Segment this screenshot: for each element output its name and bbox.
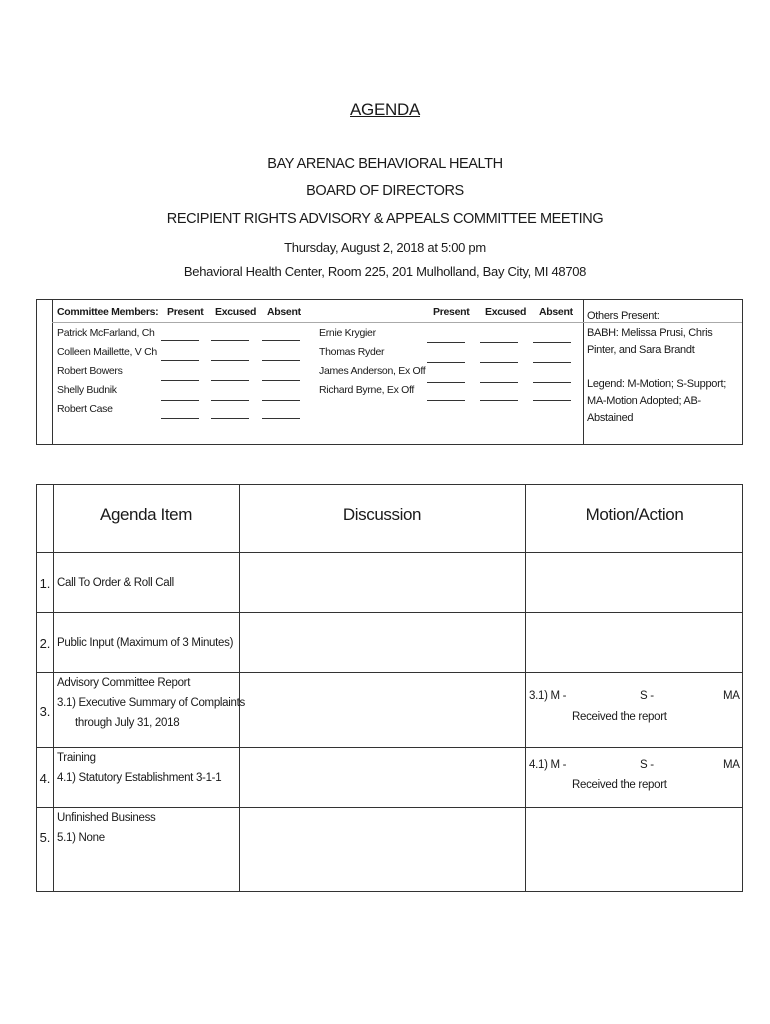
committee-members-box bbox=[36, 299, 743, 445]
row-divider bbox=[37, 612, 742, 613]
attendance-blank[interactable] bbox=[211, 400, 249, 401]
attendance-blank[interactable] bbox=[211, 340, 249, 341]
support-label: S - bbox=[640, 690, 654, 702]
attendance-blank[interactable] bbox=[161, 340, 199, 341]
row-number: 1. bbox=[39, 576, 51, 591]
member-name: Richard Byrne, Ex Off bbox=[319, 384, 415, 396]
absent-header: Absent bbox=[539, 306, 573, 318]
column-divider bbox=[239, 485, 240, 891]
agenda-item-header: Agenda Item bbox=[100, 505, 192, 524]
attendance-blank[interactable] bbox=[480, 400, 518, 401]
row-divider bbox=[37, 807, 742, 808]
attendance-blank[interactable] bbox=[211, 380, 249, 381]
agenda-item-text: 4.1) Statutory Establishment 3-1-1 bbox=[57, 772, 222, 784]
attendance-blank[interactable] bbox=[262, 418, 300, 419]
row-divider bbox=[37, 552, 742, 553]
row-number: 5. bbox=[39, 830, 51, 845]
others-present bbox=[587, 308, 739, 427]
attendance-blank[interactable] bbox=[533, 342, 571, 343]
column-divider bbox=[53, 485, 54, 891]
attendance-blank[interactable] bbox=[161, 418, 199, 419]
agenda-item-text: Training bbox=[57, 752, 96, 764]
member-name: Robert Case bbox=[57, 403, 113, 415]
motion-action-header: Motion/Action bbox=[585, 505, 684, 524]
present-header: Present bbox=[433, 306, 470, 318]
attendance-blank[interactable] bbox=[427, 362, 465, 363]
row-divider bbox=[37, 672, 742, 673]
discussion-header: Discussion bbox=[342, 505, 422, 524]
attendance-blank[interactable] bbox=[533, 362, 571, 363]
excused-header: Excused bbox=[215, 306, 257, 318]
attendance-blank[interactable] bbox=[427, 342, 465, 343]
agenda-item-text: Unfinished Business bbox=[57, 812, 156, 824]
others-present-names: BABH: Melissa Prusi, Chris Pinter, and Sara Brandt bbox=[587, 327, 713, 356]
agenda-item-text: 5.1) None bbox=[57, 832, 105, 844]
agenda-table bbox=[36, 484, 743, 892]
member-name: Shelly Budnik bbox=[57, 384, 117, 396]
member-name: Colleen Maillette, V Ch bbox=[57, 346, 157, 358]
motion-label: 4.1) M - bbox=[529, 759, 567, 771]
agenda-item-text: Call To Order & Roll Call bbox=[57, 577, 174, 589]
attendance-blank[interactable] bbox=[262, 360, 300, 361]
attendance-blank[interactable] bbox=[161, 400, 199, 401]
motion-result: Received the report bbox=[572, 711, 667, 723]
attendance-blank[interactable] bbox=[480, 342, 518, 343]
attendance-blank[interactable] bbox=[262, 340, 300, 341]
member-name: James Anderson, Ex Off bbox=[319, 365, 426, 377]
attendance-blank[interactable] bbox=[211, 418, 249, 419]
attendance-blank[interactable] bbox=[161, 360, 199, 361]
attendance-blank[interactable] bbox=[161, 380, 199, 381]
attendance-blank[interactable] bbox=[262, 400, 300, 401]
motion-adopted-label: MA bbox=[723, 690, 740, 702]
motion-label: 3.1) M - bbox=[529, 690, 567, 702]
board-name: BOARD OF DIRECTORS bbox=[306, 183, 464, 199]
attendance-blank[interactable] bbox=[427, 400, 465, 401]
agenda-item-text: Advisory Committee Report bbox=[57, 677, 191, 689]
member-name: Thomas Ryder bbox=[319, 346, 385, 358]
row-number: 3. bbox=[39, 704, 51, 719]
column-divider bbox=[525, 485, 526, 891]
meeting-location: Behavioral Health Center, Room 225, 201 Mulholland, Bay City, MI 48708 bbox=[183, 264, 587, 279]
motion-adopted-label: MA bbox=[723, 759, 740, 771]
committee-members-label: Committee Members: bbox=[57, 306, 159, 318]
attendance-blank[interactable] bbox=[211, 360, 249, 361]
present-header: Present bbox=[167, 306, 204, 318]
excused-header: Excused bbox=[485, 306, 527, 318]
row-number: 4. bbox=[39, 771, 51, 786]
row-divider bbox=[37, 747, 742, 748]
attendance-blank[interactable] bbox=[480, 362, 518, 363]
agenda-title: AGENDA bbox=[350, 100, 420, 119]
others-present-label: Others Present: bbox=[587, 310, 660, 322]
member-name: Ernie Krygier bbox=[319, 327, 376, 339]
org-name: BAY ARENAC BEHAVIORAL HEALTH bbox=[267, 156, 503, 172]
attendance-blank[interactable] bbox=[533, 400, 571, 401]
member-name: Patrick McFarland, Ch bbox=[57, 327, 155, 339]
attendance-blank[interactable] bbox=[427, 382, 465, 383]
support-label: S - bbox=[640, 759, 654, 771]
agenda-item-text: 3.1) Executive Summary of Complaints bbox=[57, 697, 245, 709]
row-number: 2. bbox=[39, 636, 51, 651]
absent-header: Absent bbox=[267, 306, 301, 318]
meeting-date: Thursday, August 2, 2018 at 5:00 pm bbox=[284, 240, 486, 255]
attendance-blank[interactable] bbox=[480, 382, 518, 383]
attendance-blank[interactable] bbox=[262, 380, 300, 381]
legend: Legend: M-Motion; S-Support; MA-Motion Adopted; AB-Abstained bbox=[587, 378, 726, 424]
agenda-item-text: through July 31, 2018 bbox=[75, 717, 180, 729]
meeting-name: RECIPIENT RIGHTS ADVISORY & APPEALS COMMITTEE MEETING bbox=[166, 211, 604, 227]
member-name: Robert Bowers bbox=[57, 365, 123, 377]
motion-result: Received the report bbox=[572, 779, 667, 791]
attendance-blank[interactable] bbox=[533, 382, 571, 383]
agenda-item-text: Public Input (Maximum of 3 Minutes) bbox=[57, 637, 234, 649]
